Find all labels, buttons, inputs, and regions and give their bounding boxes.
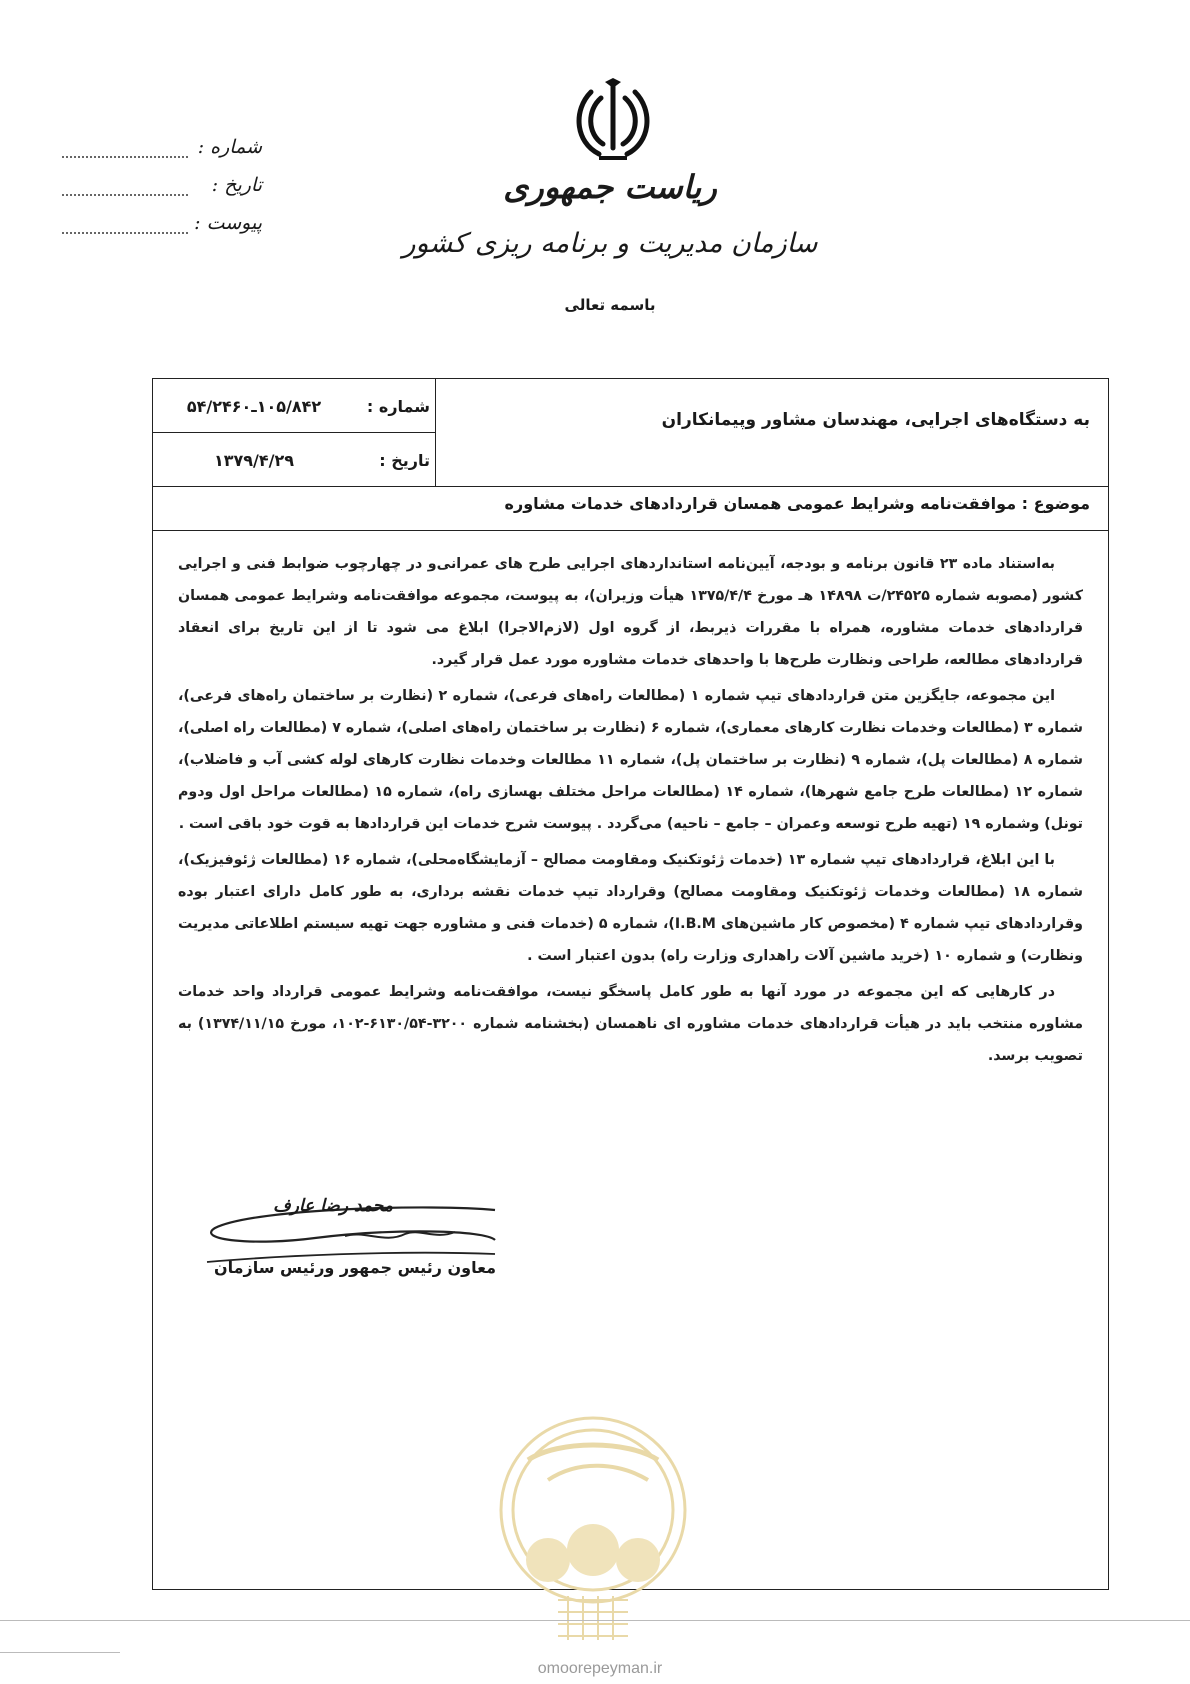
subject-divider — [152, 530, 1109, 531]
subject-line: موضوع : موافقت‌نامه وشرایط عمومی همسان قراردادهای خدمات مشاوره — [504, 494, 1090, 513]
bismillah-text: باسمه تعالی — [564, 296, 656, 314]
header-divider-bottom — [152, 486, 1109, 487]
letter-body — [178, 548, 1083, 1076]
letter-number-box — [158, 386, 430, 426]
recipient-line: به دستگاه‌های اجرایی، مهندسان مشاور وپیمانکاران — [661, 410, 1090, 430]
meta-number-row — [62, 120, 262, 158]
body-paragraph-2: این مجموعه، جایگزین متن قراردادهای تیپ شماره ۱ (مطالعات راه‌های فرعی)، شماره ۲ (نظارت بر ساختمان راه‌های فرعی)، شماره ۳ (مطالعات وخدمات نظارت کارهای معماری)، شماره ۶ (نظارت بر ساختمان راه‌های اصلی)، شماره ۷ (مطالعات راه اصلی)، شماره ۸ (مطالعات پل)، شماره ۹ (نظارت بر ساختمان پل)، شماره ۱۱ مطالعات وخدمات نظارت کارهای لوله کشی آب و فاضلاب)، شماره ۱۲ (مطالعات طرح جامع شهرها)، شماره ۱۴ (مطالعات مراحل مختلف بهسازی راه)، شماره ۱۵ (مطالعات مراحل اول ودوم تونل) وشماره ۱۹ (تهیه طرح توسعه وعمران – جامع – ناحیه) می‌گردد . پیوست شرح خدمات این قراردادها به قوت خود باقی است . — [178, 688, 1084, 832]
letter-number-value: ۱۰۵/۸۴۲ـ۵۴/۲۴۶۰ — [186, 396, 322, 416]
letter-date-box — [158, 440, 430, 480]
body-paragraph-1: به‌استناد ماده ۲۳ قانون برنامه و بودجه، آیین‌نامه استانداردهای اجرایی طرح های عمرانی‌و در چهارچوب ضوابط فنی و اجرایی کشور (مصوبه شماره ۲۴۵۲۵/ت ۱۴۸۹۸ هـ مورخ ۱۳۷۵/۴/۴ هیأت وزیران)، به پیوست، مجموعه موافقت‌نامه وشرایط عمومی همسان قراردادهای خدمات مشاوره، همراه با مقررات ذیربط، از گروه اول (لازم‌الاجرا) ابلاغ می شود تا از این تاریخ برای انعقاد قراردادهای مطالعه، طراحی ونظارت طرح‌ها با واحدهای خدمات مشاوره مورد عمل قرار گیرد. — [178, 556, 1083, 668]
meta-number-dots — [62, 142, 188, 158]
website-watermark: omoorepeyman.ir — [537, 1660, 663, 1677]
meta-attachment-label: پیوست : — [194, 212, 262, 234]
letter-date-label: تاریخ : — [379, 450, 430, 470]
meta-date-dots — [62, 180, 188, 196]
signatory-name: محمد رضا عارف — [273, 1196, 393, 1216]
watermark-seal-icon — [488, 1400, 698, 1650]
iran-emblem-icon — [575, 78, 651, 166]
letter-meta-block — [62, 120, 262, 234]
footer-rule-short — [0, 1652, 120, 1653]
presidency-heading: ریاست جمهوری — [503, 168, 717, 206]
letter-number-label: شماره : — [366, 396, 430, 416]
body-paragraph-4: در کارهایی که این مجموعه در مورد آنها به طور کامل پاسخگو نیست، موافقت‌نامه وشرایط عمومی قرارداد واحد خدمات مشاوره منتخب باید در هیأت قراردادهای خدمات مشاوره ای ناهمسان (بخشنامه شماره ۳۲۰۰-۶۱۳۰/۵۴-۱۰۲، مورخ ۱۳۷۴/۱۱/۱۵) به تصویب برسد. — [178, 984, 1084, 1064]
meta-attachment-row — [62, 196, 262, 234]
letter-date-value: ۱۳۷۹/۴/۲۹ — [213, 450, 295, 470]
header-divider-middle — [152, 432, 436, 433]
body-paragraph-3: با این ابلاغ، قراردادهای تیپ شماره ۱۳ (خدمات ژئوتکنیک ومقاومت مصالح – آزمایشگاه‌محلی)، شماره ۱۶ (مطالعات ژئوفیزیک)، شماره ۱۸ (مطالعات وخدمات ژئوتکنیک ومقاومت مصالح) وقرارداد تیپ خدمات نقشه برداری، به طور کامل دارای اعتبار بوده وقراردادهای تیپ شماره ۴ (مخصوص کار ماشین‌های I.B.M)، شماره ۵ (خدمات فنی و مشاوره جهت تهیه سیستم اطلاعاتی مدیریت ونظارت) و شماره ۱۰ (خرید ماشین آلات راهداری وزارت راه) بدون اعتبار است . — [178, 852, 1083, 964]
signatory-title: معاون رئیس جمهور ورئیس سازمان — [213, 1258, 497, 1277]
organization-heading: سازمان مدیریت و برنامه ریزی کشور — [402, 228, 818, 259]
meta-number-label: شماره : — [197, 136, 262, 158]
footer-rule — [0, 1620, 1190, 1621]
meta-date-label: تاریخ : — [211, 174, 262, 196]
meta-attachment-dots — [62, 218, 188, 234]
meta-date-row — [62, 158, 262, 196]
